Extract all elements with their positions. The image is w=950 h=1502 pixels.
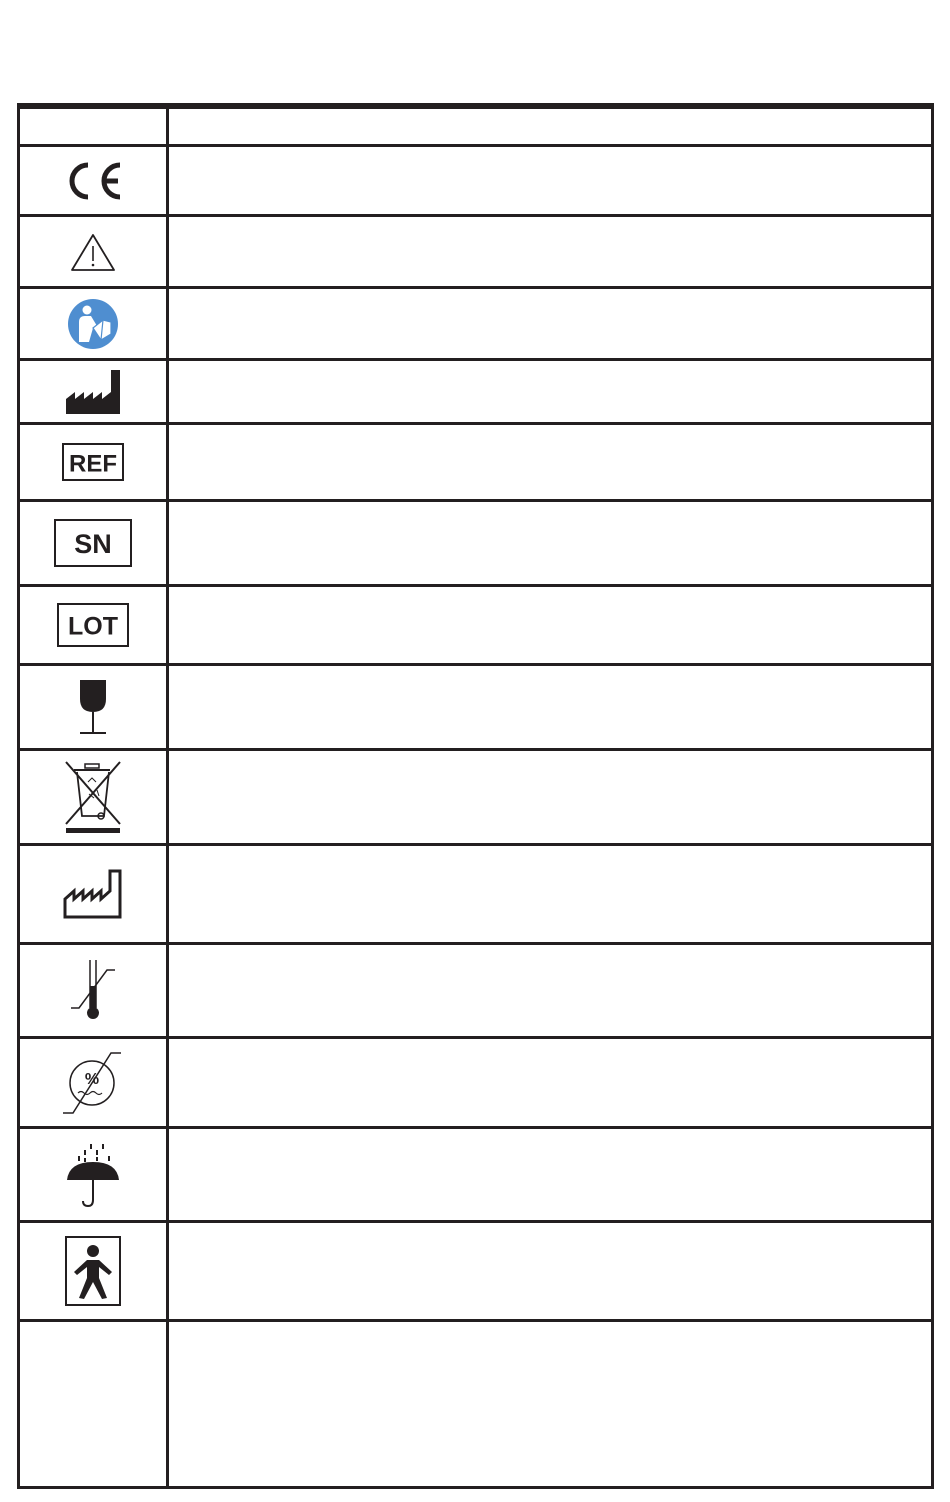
description-cell bbox=[169, 666, 931, 748]
table-row bbox=[20, 748, 931, 843]
ref-label: REF bbox=[69, 450, 117, 478]
table-row bbox=[20, 1220, 931, 1319]
table-row bbox=[20, 286, 931, 358]
table-row bbox=[20, 214, 931, 286]
symbol-cell bbox=[20, 1322, 166, 1486]
description-cell bbox=[169, 147, 931, 214]
table-header-row bbox=[20, 106, 931, 144]
humidity-percent-label: % bbox=[84, 1070, 100, 1088]
description-cell bbox=[169, 425, 931, 499]
lot-label: LOT bbox=[68, 612, 118, 641]
caution-triangle-icon bbox=[70, 232, 116, 272]
fragile-icon bbox=[76, 679, 110, 735]
description-cell bbox=[169, 751, 931, 843]
humidity-limitation-icon bbox=[61, 1051, 125, 1115]
symbol-cell bbox=[20, 587, 166, 663]
table-row bbox=[20, 144, 931, 214]
description-cell bbox=[169, 846, 931, 942]
table-row bbox=[20, 663, 931, 748]
type-bf-applied-part-icon bbox=[65, 1236, 121, 1306]
header-description-cell bbox=[169, 109, 931, 144]
symbol-cell bbox=[20, 502, 166, 584]
table-row bbox=[20, 584, 931, 663]
description-cell bbox=[169, 361, 931, 422]
symbol-cell bbox=[20, 147, 166, 214]
ref-catalogue-number-icon bbox=[62, 443, 124, 481]
symbol-cell bbox=[20, 846, 166, 942]
keep-dry-icon bbox=[65, 1142, 121, 1208]
manufacturer-icon bbox=[65, 369, 121, 415]
description-cell bbox=[169, 1129, 931, 1220]
table-row bbox=[20, 358, 931, 422]
symbol-cell bbox=[20, 1039, 166, 1126]
sn-label: SN bbox=[74, 529, 112, 559]
symbol-table bbox=[17, 103, 934, 1489]
lot-batch-code-icon bbox=[57, 603, 129, 647]
description-cell bbox=[169, 502, 931, 584]
table-row bbox=[20, 1126, 931, 1220]
sn-serial-number-icon bbox=[54, 519, 132, 567]
description-cell bbox=[169, 1322, 931, 1486]
symbol-cell bbox=[20, 289, 166, 358]
table-row bbox=[20, 499, 931, 584]
symbol-cell bbox=[20, 945, 166, 1036]
symbol-cell bbox=[20, 217, 166, 286]
description-cell bbox=[169, 587, 931, 663]
symbol-cell bbox=[20, 361, 166, 422]
table-row bbox=[20, 422, 931, 499]
ce-mark-icon bbox=[61, 160, 125, 202]
description-cell bbox=[169, 1223, 931, 1319]
temperature-limit-icon bbox=[69, 958, 117, 1024]
description-cell bbox=[169, 217, 931, 286]
table-row bbox=[20, 942, 931, 1036]
symbol-cell bbox=[20, 751, 166, 843]
symbol-cell bbox=[20, 425, 166, 499]
weee-disposal-icon bbox=[63, 760, 123, 834]
table-row bbox=[20, 843, 931, 942]
table-row bbox=[20, 1319, 931, 1486]
description-cell bbox=[169, 289, 931, 358]
description-cell bbox=[169, 1039, 931, 1126]
date-of-manufacture-icon bbox=[63, 869, 123, 919]
consult-instructions-icon bbox=[67, 298, 119, 350]
description-cell bbox=[169, 945, 931, 1036]
symbol-cell bbox=[20, 1129, 166, 1220]
symbol-cell bbox=[20, 1223, 166, 1319]
symbol-cell bbox=[20, 666, 166, 748]
header-symbol-cell bbox=[20, 109, 166, 144]
table-row bbox=[20, 1036, 931, 1126]
